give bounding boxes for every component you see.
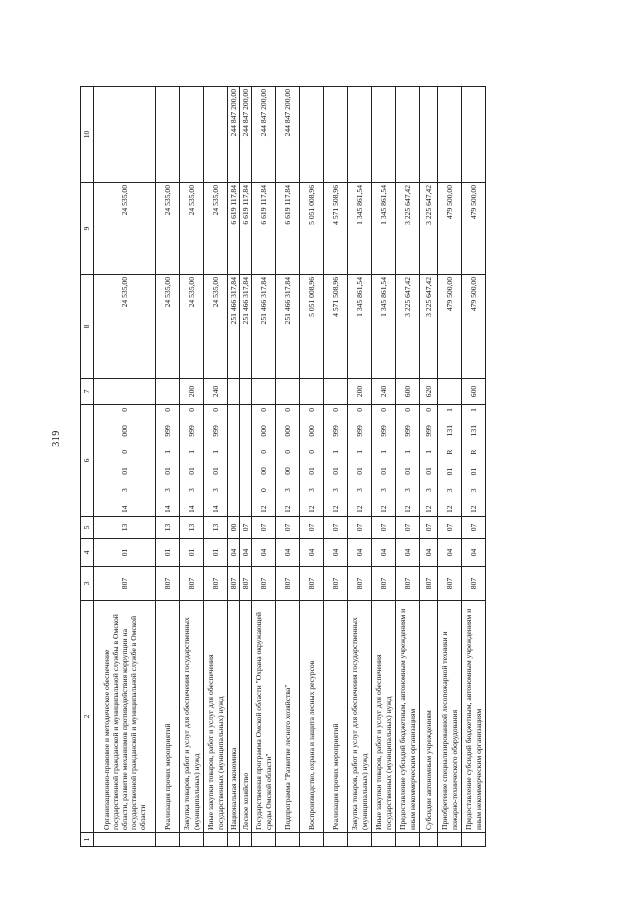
target-article-part: 0 — [378, 408, 388, 412]
cell-expense-type — [300, 379, 324, 405]
cell-admin-code: 807 — [240, 567, 252, 601]
target-article-part: 3 — [119, 488, 129, 492]
cell-description: Предоставление субсидий бюджетным, автономным учреждениям и иным некоммерческим организациям — [462, 601, 486, 833]
cell-amount-own: 24 535,00 — [180, 183, 204, 275]
column-header-6: 6 — [81, 405, 94, 517]
target-article-part: 1 — [402, 450, 412, 454]
cell-description: Субсидии автономным учреждениям — [420, 601, 438, 833]
target-article-part: 1 — [444, 408, 454, 412]
target-article-part: 000 — [306, 425, 316, 437]
cell-amount-transfer — [300, 87, 324, 183]
column-header-5: 5 — [81, 517, 94, 539]
target-article-part: 000 — [282, 425, 292, 437]
cell-total-amount: 251 466 317,84 — [276, 275, 300, 379]
cell-amount-own: 6 619 117,84 — [240, 183, 252, 275]
cell-admin-code: 807 — [372, 567, 396, 601]
target-article-part: 000 — [119, 425, 129, 437]
target-article-part: 01 — [162, 467, 172, 475]
target-article-part: 1 — [354, 450, 364, 454]
cell-subsection: 07 — [372, 517, 396, 539]
cell-col1 — [396, 833, 420, 847]
cell-section: 04 — [276, 539, 300, 567]
cell-amount-transfer — [348, 87, 372, 183]
target-article-part: 12 — [468, 505, 478, 513]
column-header-10: 10 — [81, 87, 94, 183]
target-article-part: 00 — [282, 467, 292, 475]
cell-target-article — [180, 405, 204, 517]
column-header-9: 9 — [81, 183, 94, 275]
cell-total-amount: 24 535,00 — [180, 275, 204, 379]
target-article-part: 3 — [162, 488, 172, 492]
cell-col1 — [228, 833, 240, 847]
cell-expense-type — [240, 379, 252, 405]
table-row — [252, 87, 276, 847]
cell-description: Реализация прочих мероприятий — [324, 601, 348, 833]
budget-table — [80, 86, 486, 847]
cell-total-amount: 5 051 008,96 — [300, 275, 324, 379]
cell-total-amount: 3 225 647,42 — [396, 275, 420, 379]
cell-total-amount: 24 535,00 — [94, 275, 156, 379]
target-article-part: 1 — [423, 450, 433, 454]
target-article-part: 1 — [186, 450, 196, 454]
cell-expense-type — [228, 379, 240, 405]
cell-total-amount: 479 500,00 — [462, 275, 486, 379]
target-article-part: 0 — [258, 450, 268, 454]
cell-amount-transfer — [156, 87, 180, 183]
target-article-part: 0 — [162, 408, 172, 412]
target-article-part: 12 — [444, 505, 454, 513]
target-article-part: 01 — [210, 467, 220, 475]
target-article-part: R — [468, 449, 478, 455]
target-article-part: 000 — [258, 425, 268, 437]
target-article-part: 3 — [306, 488, 316, 492]
cell-total-amount: 479 500,00 — [438, 275, 462, 379]
cell-amount-transfer — [420, 87, 438, 183]
cell-col1 — [252, 833, 276, 847]
target-article-part: 1 — [468, 408, 478, 412]
target-article-part: 1 — [330, 450, 340, 454]
cell-amount-own: 6 619 117,84 — [228, 183, 240, 275]
cell-admin-code: 807 — [438, 567, 462, 601]
target-article-part: 1 — [162, 450, 172, 454]
cell-section: 01 — [204, 539, 228, 567]
target-article-part: 12 — [423, 505, 433, 513]
target-article-part: 0 — [119, 450, 129, 454]
cell-subsection: 07 — [438, 517, 462, 539]
cell-target-article — [240, 405, 252, 517]
table-row — [396, 87, 420, 847]
cell-amount-transfer — [462, 87, 486, 183]
cell-amount-own: 479 500,00 — [462, 183, 486, 275]
table-row — [324, 87, 348, 847]
cell-amount-transfer — [396, 87, 420, 183]
cell-amount-own: 24 535,00 — [94, 183, 156, 275]
cell-admin-code: 807 — [204, 567, 228, 601]
target-article-part: 0 — [354, 408, 364, 412]
cell-amount-own: 24 535,00 — [156, 183, 180, 275]
cell-section: 04 — [300, 539, 324, 567]
column-header-3: 3 — [81, 567, 94, 601]
target-article-part: 0 — [306, 408, 316, 412]
cell-target-article — [438, 405, 462, 517]
cell-target-article — [156, 405, 180, 517]
cell-amount-transfer — [204, 87, 228, 183]
cell-total-amount: 3 225 647,42 — [420, 275, 438, 379]
target-article-part: 0 — [330, 408, 340, 412]
cell-section: 01 — [180, 539, 204, 567]
table-row — [462, 87, 486, 847]
table-row — [94, 87, 156, 847]
target-article-part: 01 — [444, 467, 454, 476]
cell-subsection: 07 — [300, 517, 324, 539]
cell-section: 04 — [228, 539, 240, 567]
cell-description: Государственная программа Омской области "Охрана окружающей среды Омской области" — [252, 601, 276, 833]
cell-amount-own: 5 051 008,96 — [300, 183, 324, 275]
target-article-part: 1 — [378, 450, 388, 454]
target-article-part: 0 — [282, 450, 292, 454]
target-article-part: 999 — [423, 425, 433, 437]
target-article-part: 0 — [306, 450, 316, 454]
cell-section: 04 — [462, 539, 486, 567]
cell-subsection: 07 — [276, 517, 300, 539]
cell-description: Иные закупки товаров, работ и услуг для обеспечения государственных (муниципальных) нужд — [204, 601, 228, 833]
cell-subsection: 13 — [204, 517, 228, 539]
table-header-row — [81, 87, 94, 847]
cell-subsection: 13 — [94, 517, 156, 539]
cell-amount-transfer: 244 847 200,00 — [252, 87, 276, 183]
cell-amount-transfer — [180, 87, 204, 183]
cell-expense-type: 600 — [396, 379, 420, 405]
target-article-part: 3 — [282, 488, 292, 492]
cell-target-article — [228, 405, 240, 517]
column-header-4: 4 — [81, 539, 94, 567]
cell-admin-code: 807 — [462, 567, 486, 601]
table-row — [372, 87, 396, 847]
cell-expense-type — [94, 379, 156, 405]
cell-admin-code: 807 — [228, 567, 240, 601]
cell-expense-type — [276, 379, 300, 405]
target-article-part: 01 — [186, 467, 196, 475]
column-header-2: 2 — [81, 601, 94, 833]
cell-description: Национальная экономика — [228, 601, 240, 833]
cell-admin-code: 807 — [180, 567, 204, 601]
cell-amount-transfer: 244 847 200,00 — [240, 87, 252, 183]
cell-description: Реализация прочих мероприятий — [156, 601, 180, 833]
cell-subsection: 07 — [396, 517, 420, 539]
cell-total-amount: 251 466 317,84 — [240, 275, 252, 379]
table-row — [204, 87, 228, 847]
budget-table-rotated — [80, 87, 483, 847]
cell-total-amount: 1 345 861,54 — [372, 275, 396, 379]
target-article-part: 131 — [468, 424, 478, 437]
cell-subsection: 13 — [180, 517, 204, 539]
cell-expense-type — [438, 379, 462, 405]
cell-expense-type: 200 — [348, 379, 372, 405]
target-article-part: 01 — [423, 467, 433, 475]
cell-target-article — [276, 405, 300, 517]
cell-amount-transfer: 244 847 200,00 — [276, 87, 300, 183]
cell-amount-transfer: 244 847 200,00 — [228, 87, 240, 183]
cell-admin-code: 807 — [252, 567, 276, 601]
table-row — [300, 87, 324, 847]
target-article-part: 01 — [468, 467, 478, 476]
cell-admin-code: 807 — [420, 567, 438, 601]
cell-description: Закупка товаров, работ и услуг для обеспечения государственных (муниципальных) нужд — [348, 601, 372, 833]
table-row — [240, 87, 252, 847]
target-article-part: 0 — [186, 408, 196, 412]
target-article-part: 3 — [186, 488, 196, 492]
cell-col1 — [348, 833, 372, 847]
cell-subsection: 13 — [156, 517, 180, 539]
cell-description: Приобретение специализированной лесопожарной техники и пожарно-технического оборудования — [438, 601, 462, 833]
target-article-part: 14 — [162, 505, 172, 513]
cell-subsection: 00 — [228, 517, 240, 539]
cell-section: 04 — [348, 539, 372, 567]
target-article-part: 01 — [119, 467, 129, 475]
target-article-part: 01 — [306, 467, 316, 475]
cell-col1 — [300, 833, 324, 847]
cell-target-article — [204, 405, 228, 517]
cell-total-amount: 1 345 861,54 — [348, 275, 372, 379]
target-article-part: 999 — [402, 425, 412, 437]
target-article-part: 0 — [210, 408, 220, 412]
cell-target-article — [324, 405, 348, 517]
target-article-part: 999 — [354, 425, 364, 437]
cell-total-amount: 251 466 317,84 — [252, 275, 276, 379]
page-number: 319 — [50, 430, 62, 447]
target-article-part: 999 — [330, 425, 340, 437]
target-article-part: 3 — [423, 488, 433, 492]
cell-total-amount: 251 466 317,84 — [228, 275, 240, 379]
target-article-part: 0 — [258, 408, 268, 412]
cell-amount-own: 3 225 647,42 — [396, 183, 420, 275]
table-row — [228, 87, 240, 847]
target-article-part: 3 — [330, 488, 340, 492]
cell-target-article — [372, 405, 396, 517]
cell-subsection: 07 — [420, 517, 438, 539]
target-article-part: 3 — [210, 488, 220, 492]
cell-description: Закупка товаров, работ и услуг для обеспечения государственных (муниципальных) нужд — [180, 601, 204, 833]
cell-target-article — [348, 405, 372, 517]
target-article-part: 3 — [354, 488, 364, 492]
cell-col1 — [180, 833, 204, 847]
cell-target-article — [462, 405, 486, 517]
cell-col1 — [276, 833, 300, 847]
target-article-part: 0 — [119, 408, 129, 412]
target-article-part: 12 — [378, 505, 388, 513]
cell-total-amount: 24 535,00 — [204, 275, 228, 379]
target-article-part: 3 — [444, 488, 454, 493]
cell-description: Организационно-правовое и методическое обеспечение государственной гражданской и муниципальной службы в Омской области, развитие механизмов противодействия коррупции на государственной гражданской и муниципальной службе в Омской области — [94, 601, 156, 833]
cell-admin-code: 807 — [324, 567, 348, 601]
cell-description: Иные закупки товаров, работ и услуг для обеспечения государственных (муниципальных) нужд — [372, 601, 396, 833]
cell-col1 — [372, 833, 396, 847]
cell-amount-transfer — [324, 87, 348, 183]
cell-expense-type: 620 — [420, 379, 438, 405]
cell-amount-transfer — [372, 87, 396, 183]
column-header-8: 8 — [81, 275, 94, 379]
target-article-part: R — [444, 449, 454, 455]
cell-total-amount: 4 571 508,96 — [324, 275, 348, 379]
cell-section: 04 — [420, 539, 438, 567]
cell-subsection: 07 — [462, 517, 486, 539]
table-row — [276, 87, 300, 847]
cell-description: Предоставление субсидий бюджетным, автономным учреждениям и иным некоммерческим организациям — [396, 601, 420, 833]
cell-subsection: 07 — [252, 517, 276, 539]
cell-description: Воспроизводство, охрана и защита лесных ресурсов — [300, 601, 324, 833]
target-article-part: 0 — [258, 488, 268, 492]
target-article-part: 14 — [186, 505, 196, 513]
target-article-part: 999 — [186, 425, 196, 437]
cell-admin-code: 807 — [396, 567, 420, 601]
cell-amount-own: 479 500,00 — [438, 183, 462, 275]
target-article-part: 999 — [378, 425, 388, 437]
cell-description: Лесное хозяйство — [240, 601, 252, 833]
cell-subsection: 07 — [324, 517, 348, 539]
cell-amount-own: 24 535,00 — [204, 183, 228, 275]
table-row — [180, 87, 204, 847]
cell-target-article — [94, 405, 156, 517]
cell-amount-transfer — [94, 87, 156, 183]
cell-col1 — [94, 833, 156, 847]
target-article-part: 00 — [258, 467, 268, 475]
target-article-part: 3 — [402, 488, 412, 492]
cell-total-amount: 24 535,00 — [156, 275, 180, 379]
cell-expense-type: 200 — [180, 379, 204, 405]
cell-expense-type — [252, 379, 276, 405]
target-article-part: 999 — [210, 425, 220, 437]
cell-section: 04 — [438, 539, 462, 567]
target-article-part: 01 — [378, 467, 388, 475]
cell-subsection: 07 — [348, 517, 372, 539]
table-row — [156, 87, 180, 847]
cell-target-article — [252, 405, 276, 517]
cell-expense-type — [324, 379, 348, 405]
cell-amount-own: 1 345 861,54 — [372, 183, 396, 275]
cell-col1 — [240, 833, 252, 847]
table-row — [420, 87, 438, 847]
target-article-part: 1 — [210, 450, 220, 454]
cell-col1 — [324, 833, 348, 847]
target-article-part: 12 — [258, 505, 268, 513]
cell-expense-type — [156, 379, 180, 405]
target-article-part: 3 — [378, 488, 388, 492]
cell-admin-code: 807 — [94, 567, 156, 601]
target-article-part: 01 — [402, 467, 412, 475]
cell-amount-own: 6 619 117,84 — [252, 183, 276, 275]
cell-subsection: 07 — [240, 517, 252, 539]
cell-section: 01 — [94, 539, 156, 567]
cell-target-article — [300, 405, 324, 517]
cell-section: 04 — [324, 539, 348, 567]
cell-section: 04 — [396, 539, 420, 567]
target-article-part: 999 — [162, 425, 172, 437]
cell-col1 — [462, 833, 486, 847]
target-article-part: 01 — [330, 467, 340, 475]
cell-admin-code: 807 — [156, 567, 180, 601]
cell-section: 04 — [252, 539, 276, 567]
cell-expense-type: 600 — [462, 379, 486, 405]
target-article-part: 12 — [282, 505, 292, 513]
target-article-part: 12 — [402, 505, 412, 513]
cell-expense-type: 240 — [372, 379, 396, 405]
cell-target-article — [420, 405, 438, 517]
cell-col1 — [204, 833, 228, 847]
cell-section: 04 — [240, 539, 252, 567]
cell-admin-code: 807 — [276, 567, 300, 601]
target-article-part: 14 — [119, 505, 129, 513]
target-article-part: 0 — [402, 408, 412, 412]
target-article-part: 01 — [354, 467, 364, 475]
table-body — [94, 87, 486, 847]
cell-col1 — [438, 833, 462, 847]
cell-amount-own: 1 345 861,54 — [348, 183, 372, 275]
cell-expense-type: 240 — [204, 379, 228, 405]
cell-amount-transfer — [438, 87, 462, 183]
cell-amount-own: 4 571 508,96 — [324, 183, 348, 275]
target-article-part: 0 — [423, 408, 433, 412]
cell-section: 01 — [156, 539, 180, 567]
table-row — [348, 87, 372, 847]
cell-target-article — [396, 405, 420, 517]
cell-description: Подпрограмма "Развитие лесного хозяйства" — [276, 601, 300, 833]
cell-amount-own: 6 619 117,84 — [276, 183, 300, 275]
target-article-part: 12 — [330, 505, 340, 513]
column-header-7: 7 — [81, 379, 94, 405]
table-row — [438, 87, 462, 847]
target-article-part: 0 — [282, 408, 292, 412]
target-article-part: 14 — [210, 505, 220, 513]
column-header-1: 1 — [81, 833, 94, 847]
target-article-part: 12 — [354, 505, 364, 513]
target-article-part: 12 — [306, 505, 316, 513]
cell-col1 — [156, 833, 180, 847]
cell-col1 — [420, 833, 438, 847]
cell-admin-code: 807 — [300, 567, 324, 601]
cell-section: 04 — [372, 539, 396, 567]
target-article-part: 131 — [444, 424, 454, 437]
cell-admin-code: 807 — [348, 567, 372, 601]
cell-amount-own: 3 225 647,42 — [420, 183, 438, 275]
target-article-part: 3 — [468, 488, 478, 493]
